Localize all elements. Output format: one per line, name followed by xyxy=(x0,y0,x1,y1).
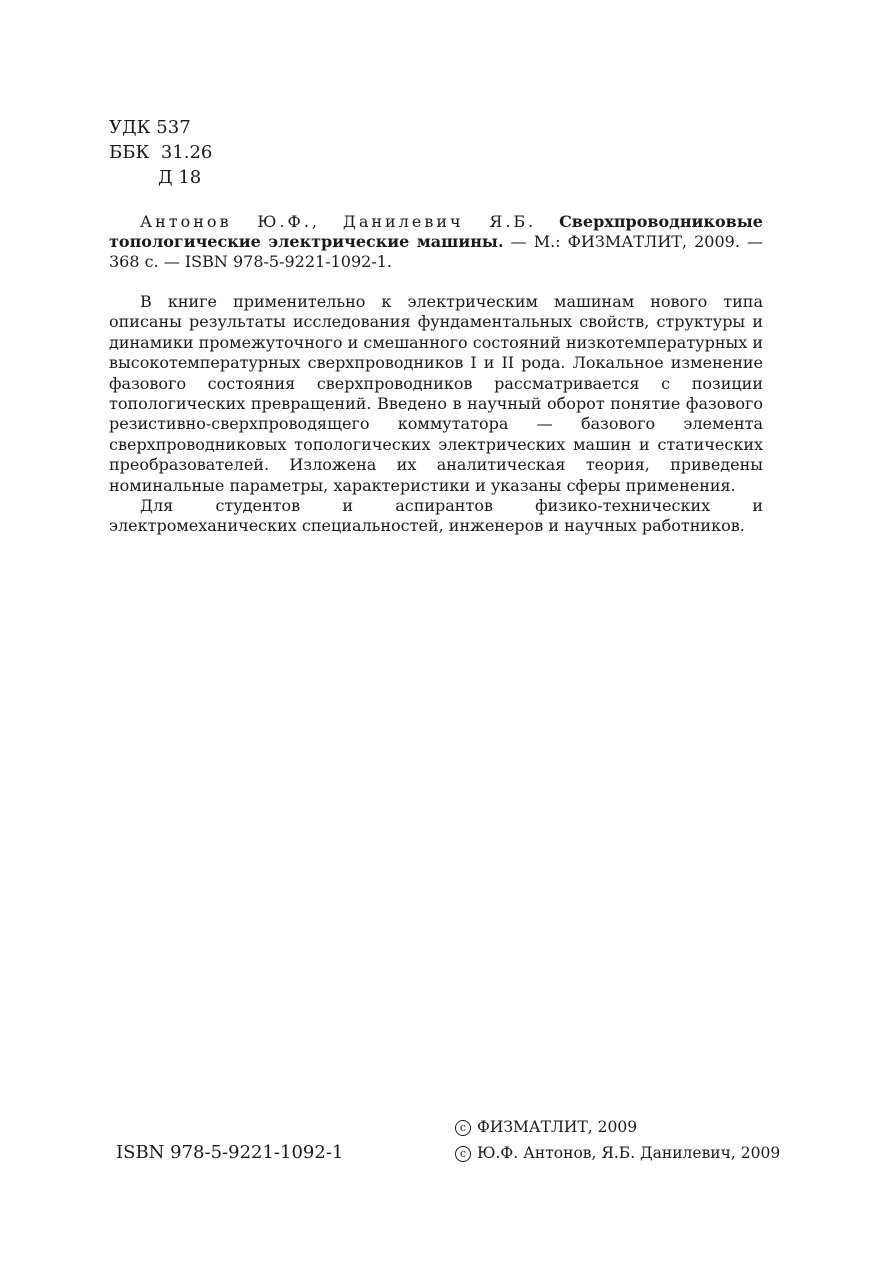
isbn-footer: ISBN 978-5-9221-1092-1 xyxy=(116,1142,344,1163)
copyright-publisher-text: ФИЗМАТЛИТ, 2009 xyxy=(477,1118,638,1136)
annotation xyxy=(109,292,763,537)
catalog-entry xyxy=(109,212,763,272)
author-2: Данилевич Я.Б. xyxy=(342,212,537,231)
author-mark: Д 18 xyxy=(158,167,202,188)
udk-index: УДК 537 xyxy=(109,117,191,138)
annotation-paragraph-1: В книге применительно к электрическим машинам нового типа описаны результаты исследования фундаментальных свойств, структуры и динамики промежуточного и смешанного состояний низкотемпературных и высокотемпературных сверхпроводников I и II рода. Локальное изменение фазового состояния сверхпроводников рассматривается с позиции топологических превращений. Введено в научный оборот понятие фазового резистивно-сверхпроводящего коммутатора — базового элемента сверхпроводниковых топологических электрических машин и статических преобразователей. Изложена их аналитическая теория, приведены номинальные параметры, характеристики и указаны сферы применения. xyxy=(109,292,763,495)
annotation-paragraph-2: Для студентов и аспирантов физико-технических и электромеханических специальностей, инженеров и научных работников. xyxy=(109,496,763,536)
bbk-index: ББК 31.26 xyxy=(109,142,213,163)
copyright-icon: c xyxy=(455,1120,471,1136)
copyright-icon: c xyxy=(455,1146,471,1162)
book-title: Сверхпроводниковые топологические электрические машины. xyxy=(109,212,763,251)
copyright-authors-text: Ю.Ф. Антонов, Я.Б. Данилевич, 2009 xyxy=(477,1144,781,1162)
publication-info: — М.: ФИЗМАТЛИТ, 2009. — 368 с. — ISBN 978-5-9221-1092-1. xyxy=(109,232,763,271)
copyright-authors xyxy=(455,1143,780,1163)
copyright-publisher xyxy=(455,1117,637,1137)
author-1: Антонов Ю.Ф., xyxy=(140,212,321,231)
